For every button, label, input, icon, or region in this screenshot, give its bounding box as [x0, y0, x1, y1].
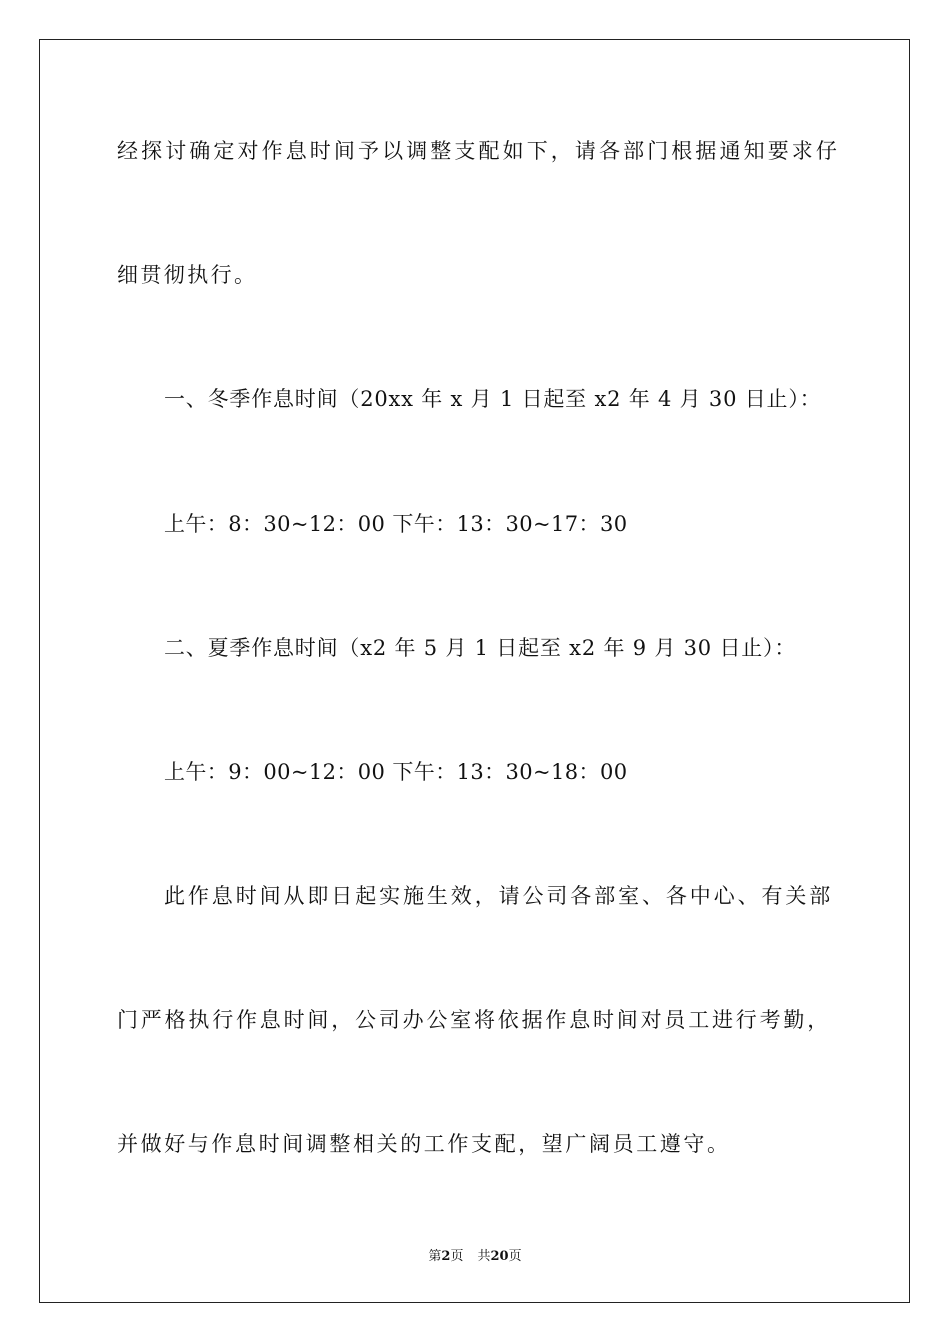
total-prefix: 共	[477, 1249, 491, 1264]
total-pages: 20	[490, 1249, 509, 1264]
summer-schedule-hours: 上午：9：00~12：00 下午：13：30~18：00	[164, 760, 628, 784]
page-number: 2	[441, 1249, 451, 1264]
page-footer	[0, 1248, 950, 1266]
summer-schedule-heading: 二、夏季作息时间（x2 年 5 月 1 日起至 x2 年 9 月 30 日止）：	[164, 636, 797, 660]
total-suffix: 页	[508, 1249, 522, 1264]
page-border	[39, 39, 910, 1303]
body-text-line: 并做好与作息时间调整相关的工作支配，望广阔员工遵守。	[117, 1132, 731, 1156]
winter-schedule-heading: 一、冬季作息时间（20xx 年 x 月 1 日起至 x2 年 4 月 30 日止）：	[164, 387, 822, 411]
winter-schedule-hours: 上午：8：30~12：00 下午：13：30~17：30	[164, 512, 628, 536]
page-prefix: 第	[428, 1249, 442, 1264]
page-suffix: 页	[450, 1249, 464, 1264]
body-text-line: 此作息时间从即日起实施生效，请公司各部室、各中心、有关部	[164, 884, 834, 908]
body-text-line: 细贯彻执行。	[117, 263, 258, 287]
body-text-line: 门严格执行作息时间，公司办公室将依据作息时间对员工进行考勤，	[117, 1008, 831, 1032]
body-text-line: 经探讨确定对作息时间予以调整支配如下，请各部门根据通知要求仔	[117, 139, 840, 163]
